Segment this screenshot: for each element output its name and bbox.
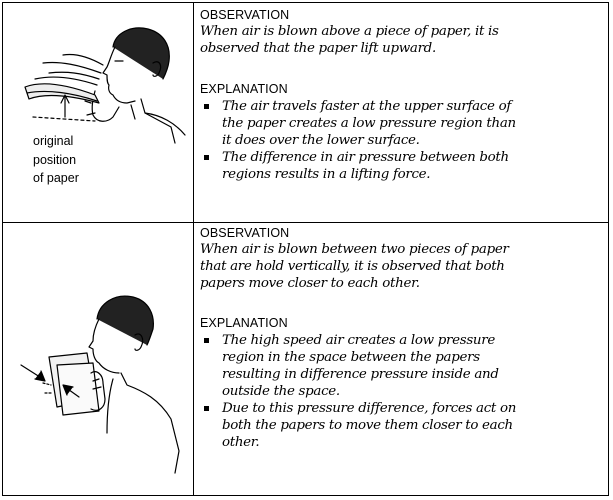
explanation-line: resulting in difference pressure inside and: [222, 367, 499, 382]
row-2-text: [200, 226, 605, 451]
explanation-line: the paper creates a low pressure region than: [222, 116, 516, 131]
paper-position-caption: [33, 132, 79, 188]
explanation-line: it does over the lower surface.: [222, 133, 420, 148]
explanation-heading: EXPLANATION: [200, 82, 288, 96]
caption-line: position: [33, 152, 77, 167]
person-blowing-between-papers-drawing: [3, 223, 193, 495]
observation-line: When air is blown between two pieces of paper: [200, 242, 509, 257]
explanation-item: [200, 149, 600, 183]
observation-text: [200, 23, 600, 57]
observation-line: When air is blown above a piece of paper, it is: [200, 24, 499, 39]
observation-heading: OBSERVATION: [200, 226, 290, 240]
explanation-heading: EXPLANATION: [200, 316, 288, 330]
experiment-table: [2, 2, 609, 496]
person-blowing-over-paper-drawing: [3, 3, 193, 222]
explanation-list: [200, 98, 600, 183]
illustration-blow-between-papers: [3, 223, 193, 495]
explanation-line: The air travels faster at the upper surface of: [222, 99, 511, 114]
observation-heading: OBSERVATION: [200, 8, 290, 22]
explanation-item: [200, 332, 605, 400]
explanation-list: [200, 332, 605, 451]
explanation-line: both the papers to move them closer to each: [222, 418, 513, 433]
column-divider: [193, 3, 194, 495]
row-1-text: [200, 8, 600, 183]
explanation-line: region in the space between the papers: [222, 350, 480, 365]
caption-line: original: [33, 134, 74, 148]
explanation-line: The high speed air creates a low pressure: [222, 333, 495, 348]
caption-line: of paper: [33, 171, 79, 185]
explanation-line: other.: [222, 435, 260, 450]
observation-line: observed that the paper lift upward.: [200, 41, 436, 56]
observation-line: that are hold vertically, it is observed that both: [200, 259, 505, 274]
explanation-line: Due to this pressure difference, forces act on: [222, 401, 517, 416]
observation-line: papers move closer to each other.: [200, 276, 420, 291]
explanation-line: outside the space.: [222, 384, 340, 399]
explanation-line: The difference in air pressure between both: [222, 150, 509, 165]
explanation-item: [200, 400, 605, 451]
observation-text: [200, 241, 605, 292]
explanation-line: regions results in a lifting force.: [222, 167, 431, 182]
explanation-item: [200, 98, 600, 149]
illustration-blow-above-paper: [3, 3, 193, 222]
